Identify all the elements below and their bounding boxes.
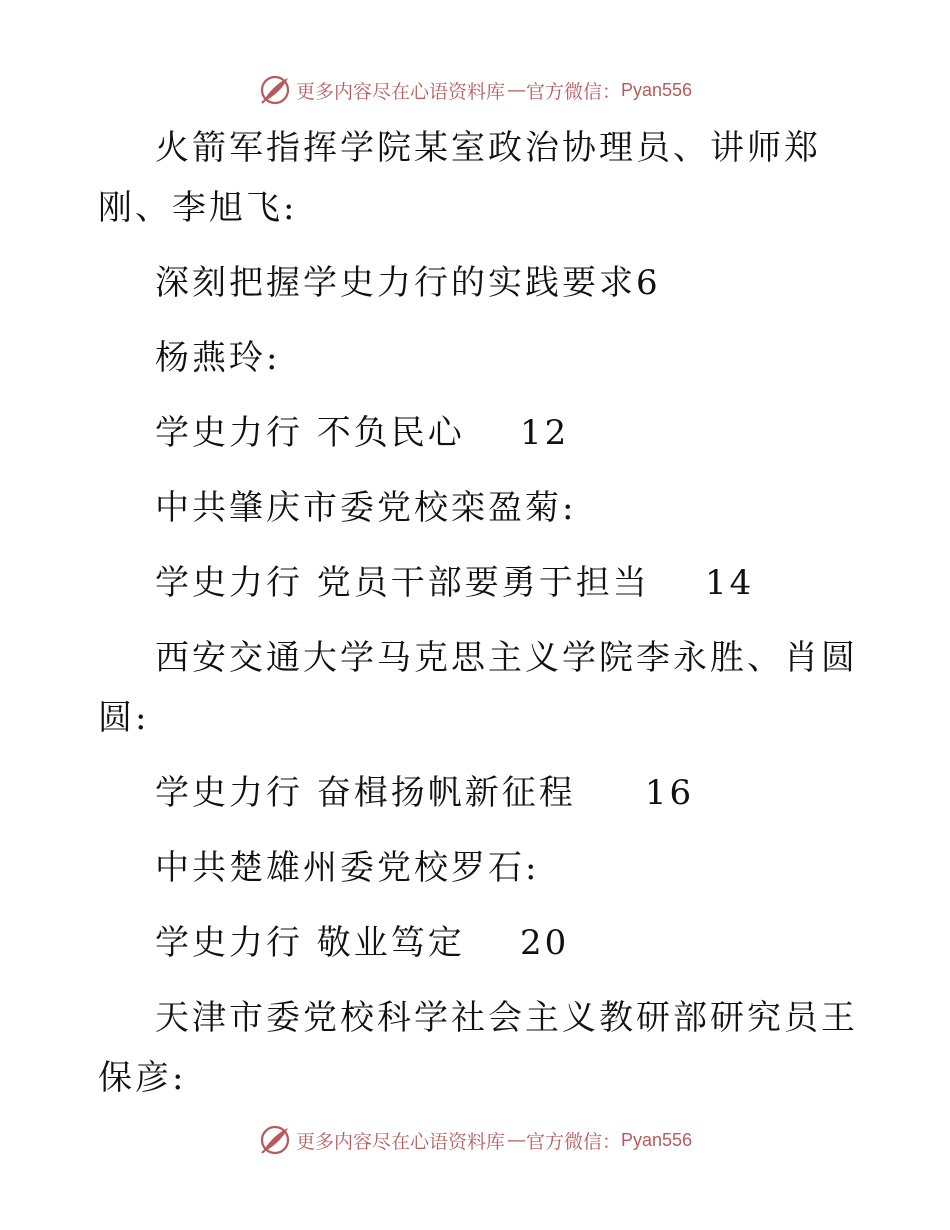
paragraph-author-4: 西安交通大学马克思主义学院李永胜、肖圆圆:: [98, 638, 858, 738]
banner-slogan: 更多内容尽在心语资料库: [295, 1130, 505, 1153]
footer-watermark-banner: [0, 1120, 950, 1160]
banner-dash: —: [506, 1129, 526, 1151]
toc-entry-3: 学史力行 党员干部要勇于担当 14: [155, 563, 755, 603]
paragraph-author-6: 天津市委党校科学社会主义教研部研究员王保彦:: [98, 998, 858, 1098]
banner-wechat-label: 官方微信：: [525, 1130, 621, 1153]
toc-entry-4: 学史力行 奋楫扬帆新征程 16: [155, 773, 695, 813]
banner-slogan: 更多内容尽在心语资料库: [295, 80, 505, 103]
header-watermark-banner: [0, 70, 950, 110]
paragraph-author-3: 中共肇庆市委党校栾盈菊:: [155, 488, 577, 528]
toc-entry-1: 深刻把握学史力行的实践要求6: [155, 263, 661, 303]
banner-dash: —: [506, 79, 526, 101]
toc-entry-2: 学史力行 不负民心 12: [155, 413, 570, 453]
feather-pen-logo-icon: [258, 1123, 292, 1157]
paragraph-author-2: 杨燕玲:: [155, 338, 281, 378]
banner-wechat-id: Pyan556: [620, 1129, 693, 1150]
paragraph-author-5: 中共楚雄州委党校罗石:: [155, 848, 540, 888]
toc-entry-5: 学史力行 敬业笃定 20: [155, 923, 570, 963]
banner-wechat-label: 官方微信：: [525, 80, 621, 103]
feather-pen-logo-icon: [258, 73, 292, 107]
document-body: [98, 118, 858, 1123]
paragraph-author-1: 火箭军指挥学院某室政治协理员、讲师郑刚、李旭飞:: [98, 128, 821, 228]
banner-wechat-id: Pyan556: [620, 79, 693, 100]
